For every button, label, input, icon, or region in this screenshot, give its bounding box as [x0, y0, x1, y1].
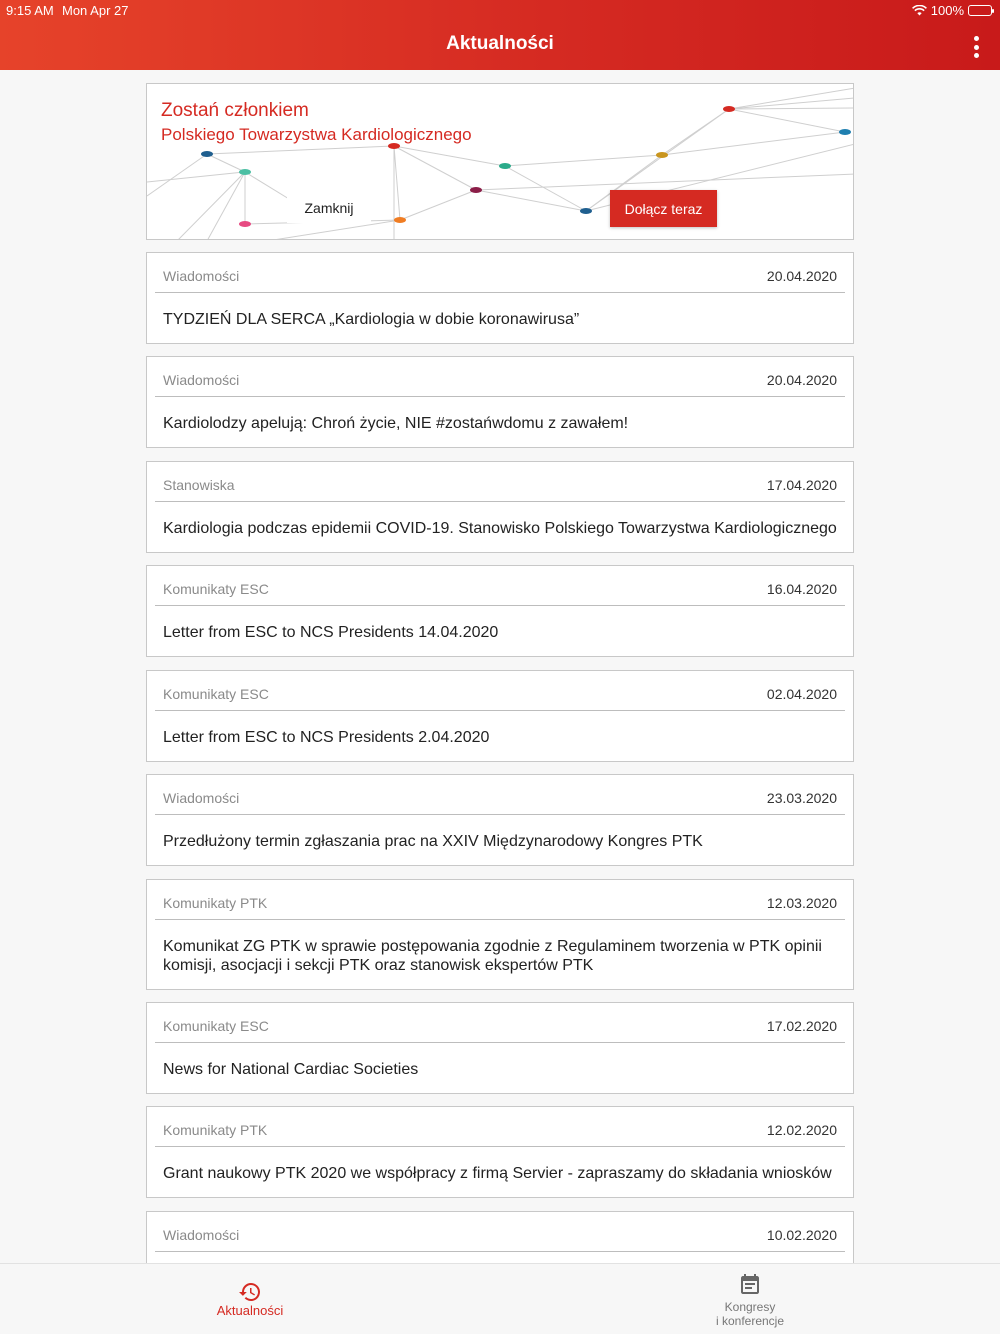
card-meta	[155, 253, 845, 293]
tab-news-label: Aktualności	[216, 1303, 284, 1318]
news-category: Wiadomości	[163, 1227, 240, 1243]
news-card[interactable]	[146, 774, 854, 866]
menu-dot	[974, 45, 979, 50]
news-title: TYDZIEŃ DLA SERCA „Kardiologia w dobie koronawirusa”	[163, 311, 580, 328]
card-meta	[155, 880, 845, 920]
page-title: Aktualności	[446, 33, 554, 54]
wifi-icon	[912, 5, 927, 16]
calendar-icon	[738, 1272, 762, 1296]
tab-congresses-label	[650, 1300, 850, 1328]
news-card[interactable]	[146, 670, 854, 762]
status-indicators	[912, 3, 992, 18]
card-meta	[155, 1212, 845, 1252]
news-category: Komunikaty ESC	[163, 686, 269, 702]
card-meta	[155, 1003, 845, 1043]
news-card[interactable]	[146, 565, 854, 657]
news-title: Kardiologia podczas epidemii COVID-19. Stanowisko Polskiego Towarzystwa Kardiologicznego	[163, 520, 837, 537]
status-time: 9:15 AM	[6, 3, 54, 18]
news-card[interactable]	[146, 1106, 854, 1198]
card-meta	[155, 1107, 845, 1147]
news-category: Stanowiska	[163, 477, 235, 493]
news-date: 20.04.2020	[766, 268, 837, 284]
news-date: 16.04.2020	[766, 581, 837, 597]
banner-title: Zostań członkiem	[161, 100, 309, 121]
tab-congresses-label-line2: i konferencje	[715, 1314, 785, 1328]
tab-congresses-label-line1: Kongresy	[724, 1300, 776, 1314]
news-title: Kardiolodzy apelują: Chroń życie, NIE #zostańwdomu z zawałem!	[163, 415, 629, 432]
news-card[interactable]	[146, 461, 854, 553]
membership-banner	[146, 83, 854, 240]
news-title: Przedłużony termin zgłaszania prac na XXIV Międzynarodowy Kongres PTK	[163, 833, 703, 850]
card-meta	[155, 671, 845, 711]
news-category: Wiadomości	[163, 372, 240, 388]
news-date: 23.03.2020	[766, 790, 837, 806]
news-date: 12.03.2020	[766, 895, 837, 911]
news-title: Letter from ESC to NCS Presidents 2.04.2020	[163, 729, 490, 746]
news-date: 12.02.2020	[766, 1122, 837, 1138]
card-meta	[155, 462, 845, 502]
menu-dot	[974, 53, 979, 58]
battery-icon	[968, 5, 992, 16]
battery-percent: 100%	[930, 3, 964, 18]
tab-bar	[0, 1263, 1000, 1334]
news-title: News for National Cardiac Societies	[163, 1061, 419, 1078]
status-date: Mon Apr 27	[62, 3, 129, 18]
card-meta	[155, 566, 845, 606]
news-category: Komunikaty PTK	[163, 895, 268, 911]
news-date: 20.04.2020	[766, 372, 837, 388]
news-card[interactable]	[146, 1002, 854, 1094]
banner-subtitle: Polskiego Towarzystwa Kardiologicznego	[161, 125, 472, 144]
news-date: 02.04.2020	[766, 686, 837, 702]
news-card[interactable]	[146, 879, 854, 990]
news-list[interactable]	[0, 70, 1000, 1263]
history-icon	[238, 1280, 262, 1304]
news-category: Komunikaty PTK	[163, 1122, 268, 1138]
news-category: Wiadomości	[163, 268, 240, 284]
close-banner-button[interactable]: Zamknij	[287, 193, 371, 223]
news-title: Komunikat ZG PTK w sprawie postępowania zgodnie z Regulaminem tworzenia w PTK opinii komisji, asocjacji i sekcji PTK oraz stanowisk ekspertów PTK	[163, 938, 822, 974]
card-meta	[155, 775, 845, 815]
news-date: 17.04.2020	[766, 477, 837, 493]
news-title	[147, 1252, 853, 1263]
news-card[interactable]	[146, 252, 854, 344]
news-card[interactable]	[146, 1211, 854, 1263]
news-title: Grant naukowy PTK 2020 we współpracy z firmą Servier - zapraszamy do składania wniosków	[163, 1165, 832, 1182]
app-header	[0, 0, 1000, 70]
tab-news[interactable]	[150, 1264, 350, 1334]
menu-dot	[974, 36, 979, 41]
news-category: Wiadomości	[163, 790, 240, 806]
news-date: 10.02.2020	[766, 1227, 837, 1243]
news-date: 17.02.2020	[766, 1018, 837, 1034]
more-vert-icon[interactable]	[968, 36, 984, 58]
news-card[interactable]	[146, 356, 854, 448]
join-now-button[interactable]: Dołącz teraz	[610, 190, 717, 227]
tab-congresses[interactable]	[650, 1264, 850, 1334]
news-category: Komunikaty ESC	[163, 581, 269, 597]
news-category: Komunikaty ESC	[163, 1018, 269, 1034]
news-title: Letter from ESC to NCS Presidents 14.04.2020	[163, 624, 499, 641]
card-meta	[155, 357, 845, 397]
